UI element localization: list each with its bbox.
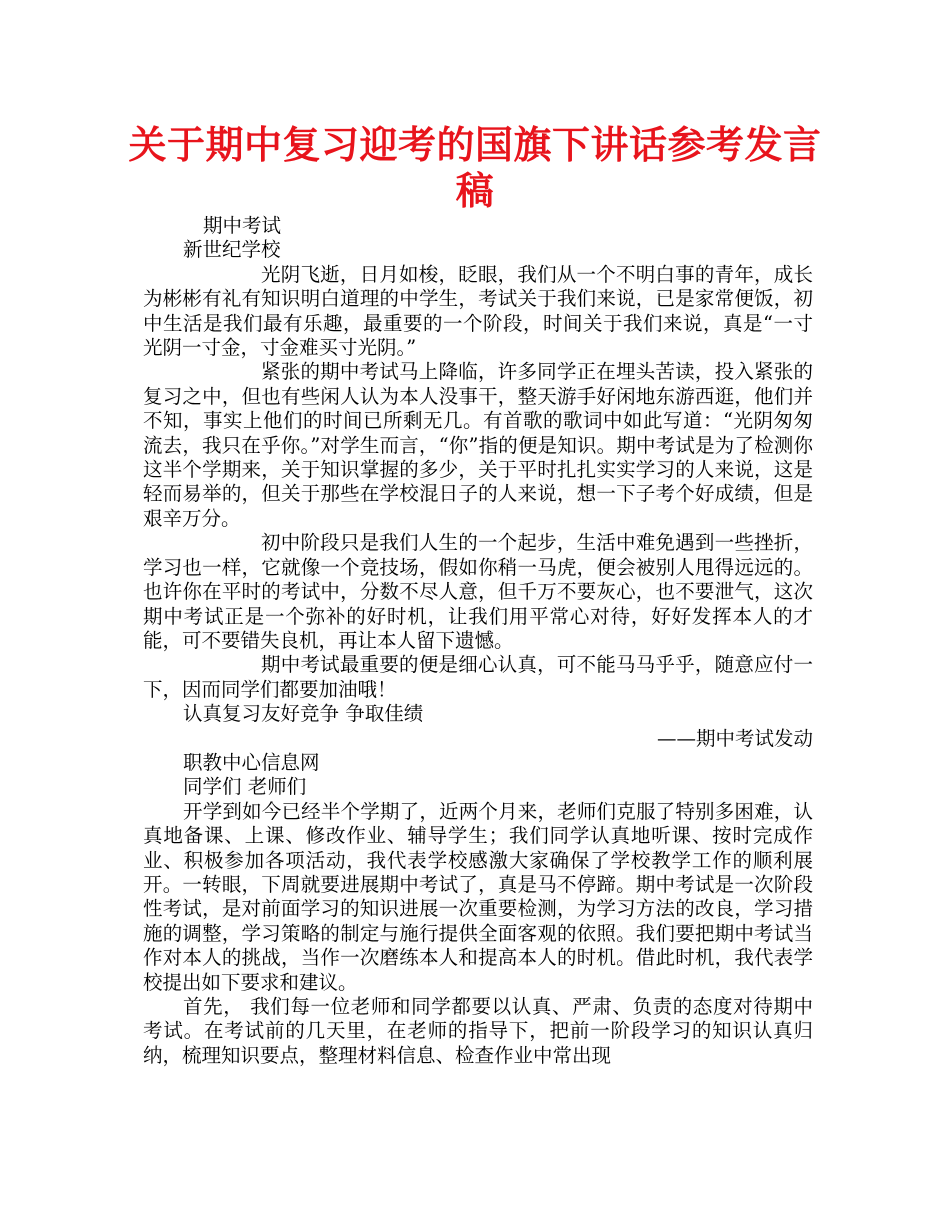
signature-line: ——期中考试发动 [656, 726, 813, 750]
subtitle-exam: 期中考试 [203, 214, 282, 237]
paragraph: 紧张的期中考试马上降临，许多同学正在埋头苦读，投入紧张的复习之中，但也有些闲人认为本人没事干，整天游手好闲地东游西逛，他们并不知，事实上他们的时间已所剩无几。有首歌的歌词中如此写道：“光阴匆匆流去，我只在乎你。”对学生而言，“你”指的便是知识。期中考试是为了检测你这半个学期来，关于知识掌握的多少，关于平时扎扎实实学习的人来说，这是轻而易举的，但关于那些在学校混日子的人来说，想一下子考个好成绩，但是艰辛万分。 [143, 360, 813, 530]
paragraph: 光阴飞逝，日月如梭，眨眼，我们从一个不明白事的青年，成长为彬彬有礼有知识明白道理的中学生，考试关于我们来说，已是家常便饭，初中生活是我们最有乐趣，最重要的一个阶段，时间关于我们来说，真是“一寸光阴一寸金，寸金难买寸光阴。” [143, 262, 813, 360]
document-body [143, 214, 813, 1068]
school-name: 新世纪学校 [183, 238, 281, 262]
paragraph: 初中阶段只是我们人生的一个起步，生活中难免遇到一些挫折，学习也一样，它就像一个竞技场，假如你稍一马虎，便会被别人甩得远远的。也许你在平时的考试中，分数不尽人意，但千万不要灰心，也不要泄气，这次期中考试正是一个弥补的好时机，让我们用平常心对待，好好发挥本人的才能，可不要错失良机，再让本人留下遗憾。 [143, 531, 813, 652]
paragraph: 期中考试最重要的便是细心认真，可不能马马乎乎，随意应付一下，因而同学们都要加油哦！ [143, 653, 813, 701]
paragraph: 开学到如今已经半个学期了，近两个月来，老师们克服了特别多困难，认真地备课、上课、修改作业、辅导学生；我们同学认真地听课、按时完成作业、积极参加各项活动，我代表学校感激大家确保了学校教学工作的顺利展开。一转眼，下周就要进展期中考试了，真是马不停蹄。期中考试是一次阶段性考试，是对前面学习的知识进展一次重要检测，为学习方法的改良，学习措施的调整，学习策略的制定与施行提供全面客观的依照。我们要把期中考试当作对本人的挑战，当作一次磨练本人和提高本人的时机。借此时机，我代表学校提出如下要求和建议。 [143, 799, 813, 994]
salutation: 同学们 老师们 [183, 775, 307, 799]
section-heading: 认真复习友好竞争 争取佳绩 [183, 702, 424, 726]
paragraph: 首先， 我们每一位老师和同学都要以认真、严肃、负责的态度对待期中考试。在考试前的几天里，在老师的指导下，把前一阶段学习的知识认真归纳，梳理知识要点，整理材料信息、检查作业中常出现 [143, 995, 813, 1067]
source-name: 职教中心信息网 [183, 750, 320, 774]
document-title: 关于期中复习迎考的国旗下讲话参考发言稿 [128, 123, 822, 213]
